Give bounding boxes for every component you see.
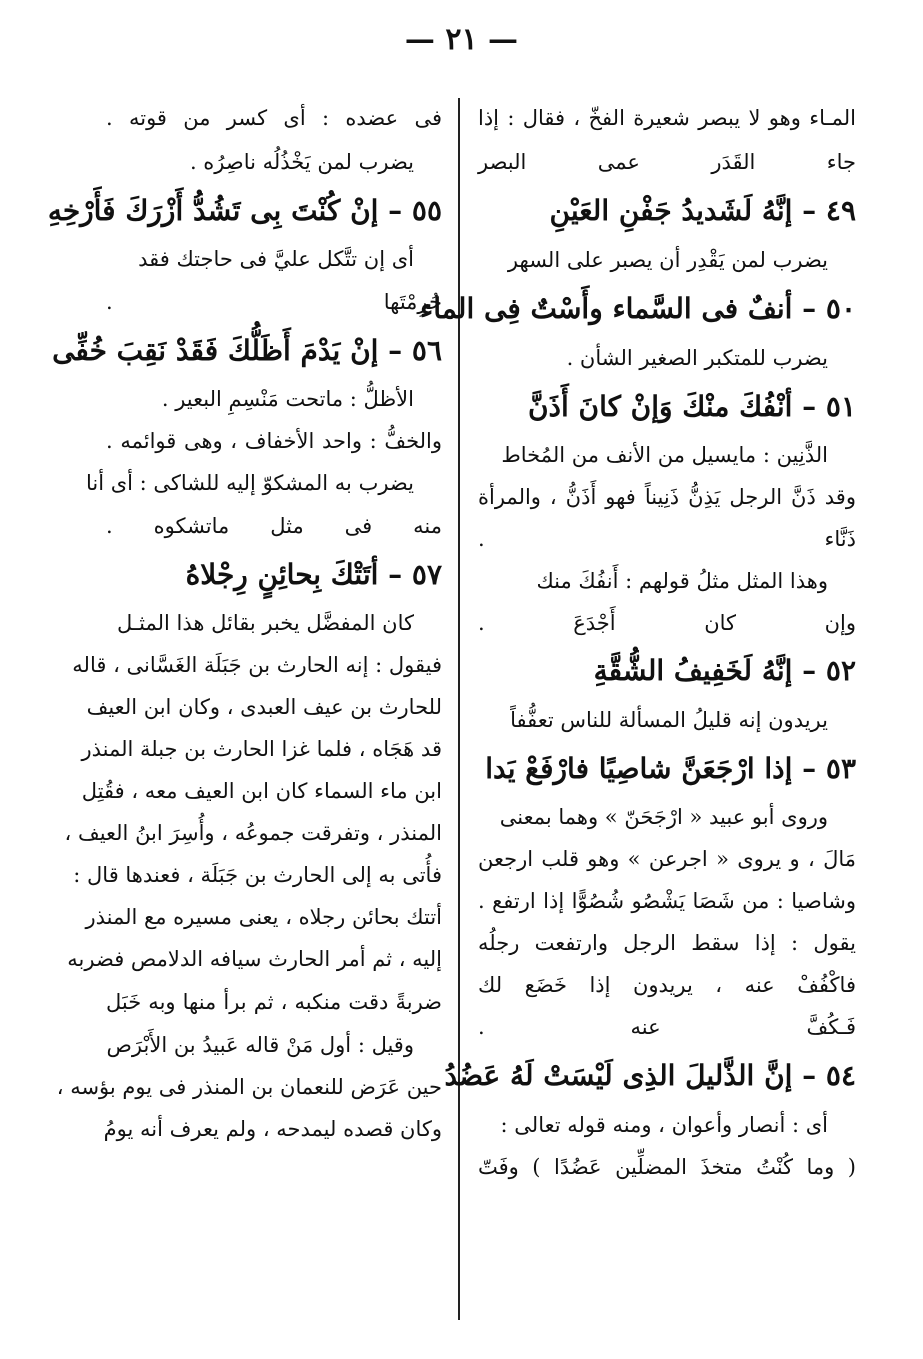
text-line: وروى أبو عبيد « ارْجَحَنّ » وهما بمعنى bbox=[499, 805, 828, 829]
text-line: أى : أنصار وأعوان ، ومنه قوله تعالى : bbox=[500, 1113, 828, 1137]
proverb-heading: ٥٥ – إنْ كُنْتَ بِى تَشُدُّ أَزْرَكَ فَأَرْخِهِ bbox=[47, 194, 442, 227]
text-line: فأُتى به إلى الحارث بن جَبَلَة ، فعندها قال : bbox=[73, 863, 442, 887]
page-number: — ٢١ — bbox=[404, 22, 519, 57]
text-line: يضرب لمن يَخْذُلُه ناصِرُه . bbox=[189, 150, 414, 174]
text-line: كان المفضَّل يخبر بقائل هذا المثـل bbox=[117, 611, 414, 635]
text-line: حين عَرَض للنعمان بن المنذر فى يوم بؤسه ، bbox=[56, 1075, 442, 1099]
proverb-heading: ٤٩ – إنَّهُ لَشَديدُ جَفْنِ العَيْنِ bbox=[549, 194, 856, 227]
left-column bbox=[47, 96, 442, 1150]
text-line: ضربةً دقت منكبه ، ثم برأ منها وبه خَبَل bbox=[106, 990, 442, 1014]
text-line: فاكْفُفْ عنه ، يريدون إذا خَضَع لك bbox=[478, 973, 856, 997]
proverb-heading: ٥١ – أنْفُكَ منْكَ وَإنْ كانَ أَذَنَّ bbox=[527, 390, 856, 423]
text-line: وقد ذَنَّ الرجل يَذِنُّ ذَنِيناً فهو أَذَنُّ ، والمرأة bbox=[478, 485, 856, 509]
text-line: قد هَجَاه ، فلما غزا الحارث بن جبلة المنذر bbox=[81, 737, 442, 761]
text-line: الأظلُّ : ماتحت مَنْسِمِ البعير . bbox=[161, 387, 414, 411]
text-line: حُرِمْتَها . bbox=[106, 290, 442, 314]
text-line: والخفُّ : واحد الأخفاف ، وهى قوائمه . bbox=[106, 429, 442, 453]
right-column bbox=[420, 96, 856, 1188]
text-line: جاء القَدَر عمى البصر bbox=[478, 150, 856, 174]
text-line: يقول : إذا سقط الرجل وارتفعت رجلُه bbox=[478, 931, 856, 955]
proverb-heading: ٥٦ – إنْ يَدْمَ أَظَلُّكَ فَقَدْ نَقِبَ خُفِّى bbox=[52, 334, 442, 367]
text-line: فيقول : إنه الحارث بن جَبَلَة الغَسَّانى ، قاله bbox=[72, 653, 442, 677]
text-line: يضرب به المشكوّ إليه للشاكى : أى أنا bbox=[85, 471, 414, 495]
text-line: وإن كان أَجْدَعَ . bbox=[478, 611, 856, 635]
proverb-heading: ٥٣ – إذا ارْجَعَنَّ شاصِيًا فارْفَعْ يَدا bbox=[485, 752, 856, 785]
text-line: المنذر ، وتفرقت جموعُه ، وأُسِرَ ابنُ العيف ، bbox=[64, 821, 442, 845]
text-line: ابن ماء السماء كان ابن العيف معه ، فقُتِل bbox=[81, 779, 442, 803]
text-line: وهذا المثل مثلُ قولهم : أَنفُكَ منك bbox=[536, 569, 828, 593]
text-line: أى إن تتَّكل عليَّ فى حاجتك فقد bbox=[138, 247, 414, 271]
text-line: فى عضده : أى كسر من قوته . bbox=[106, 106, 442, 130]
proverb-heading: ٥٤ – إنَّ الذَّليلَ الذِى لَيْسَتْ لَهُ عَضُدُ bbox=[444, 1059, 856, 1092]
text-line: وشاصيا : من شَصَا يَشْصُو شُصُوًّا إذا ارتفع . bbox=[478, 889, 856, 913]
text-line: يريدون إنه قليلُ المسألة للناس تعفُّفاً bbox=[510, 708, 828, 732]
text-line: فَـكُفَّ عنه . bbox=[478, 1015, 856, 1039]
proverb-heading: ٥٢ – إنَّهُ لَخَفِيفُ الشُّقَّةِ bbox=[593, 654, 856, 687]
text-line: ( وما كُنْتُ متخذَ المضلِّين عَضُدًا ) وفَتّ bbox=[478, 1155, 856, 1179]
text-line: وكان قصده ليمدحه ، ولم يعرف أنه يومُ bbox=[103, 1117, 442, 1141]
text-line: للحارث بن عيف العبدى ، وكان ابن العيف bbox=[86, 695, 442, 719]
proverb-heading: ٥٧ – أتَتْكَ بِحائِنٍ رِجْلاهُ bbox=[185, 558, 442, 591]
text-line: ذَنَّاء . bbox=[478, 527, 856, 551]
text-line: منه فى مثل ماتشكوه . bbox=[106, 514, 442, 538]
text-line: الذَّنِين : مايسيل من الأنف من المُخاط bbox=[501, 443, 828, 467]
text-line: يضرب للمتكبر الصغير الشأن . bbox=[566, 346, 828, 370]
text-line: مَالَ ، و يروى « اجرعن » وهو قلب ارجعن bbox=[478, 847, 856, 871]
text-line: وقيل : أول مَنْ قاله عَبيدُ بن الأَبْرَص bbox=[106, 1033, 414, 1057]
text-line: أتتك بحائن رجلاه ، يعنى مسيره مع المنذر bbox=[85, 905, 442, 929]
text-line: إليه ، ثم أمر الحارث سيافه الدلامص فضربه bbox=[67, 947, 442, 971]
text-line: يضرب لمن يَقْدِر أن يصبر على السهر bbox=[507, 248, 828, 272]
text-line: المـاء وهو لا يبصر شعيرة الفخّ ، فقال : إذا bbox=[478, 106, 856, 130]
proverb-heading: ٥٠ – أنفٌ فى السَّماء وأَسْتٌ فِى الماء bbox=[420, 292, 856, 325]
